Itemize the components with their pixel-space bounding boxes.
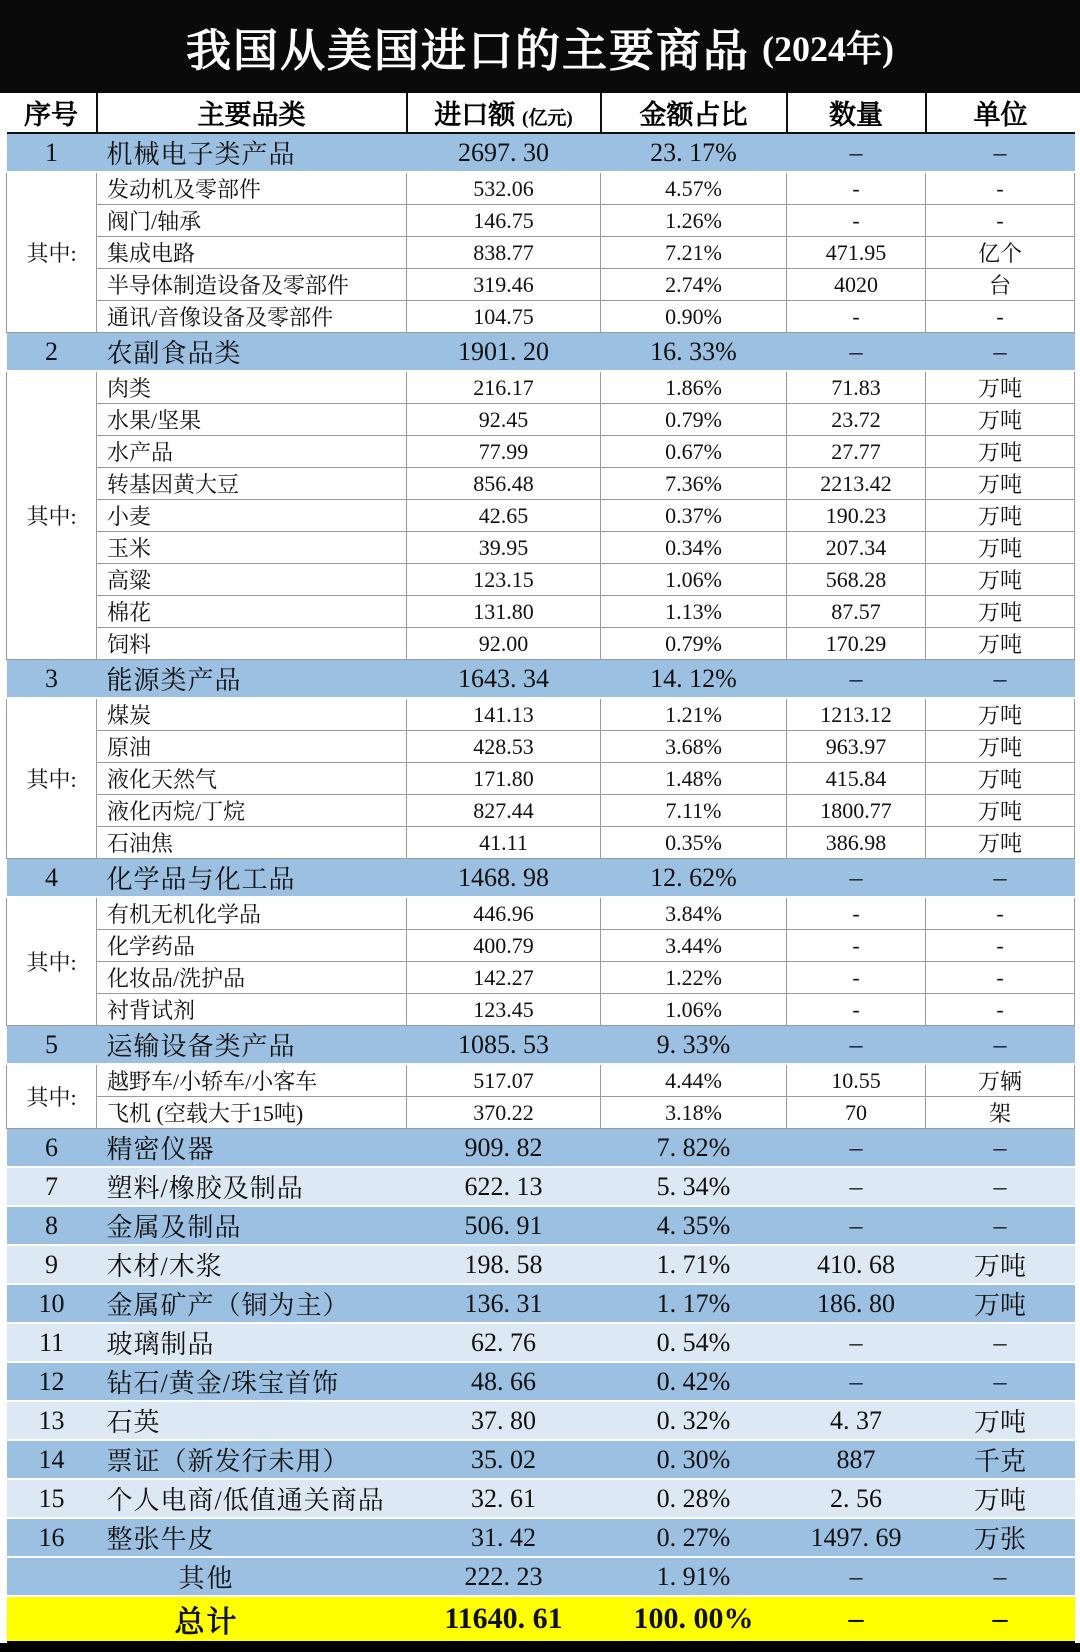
cell-unit: 万吨 [926,500,1075,532]
cell-share: 16. 33% [601,333,787,372]
table-row [7,1479,1075,1518]
cell-category: 液化丙烷/丁烷 [97,795,407,827]
cell-quantity: - [787,994,926,1026]
cell-quantity: - [787,172,926,205]
cell-amount: 222. 23 [407,1557,601,1596]
cell-share: 1.06% [601,994,787,1026]
cell-category: 液化天然气 [97,763,407,795]
cell-category: 飞机 (空载大于15吨) [97,1097,407,1129]
cell-quantity: – [787,1557,926,1596]
cell-category: 肉类 [97,371,407,404]
cell-quantity: 10.55 [787,1064,926,1097]
table-body [7,133,1075,1642]
cell-quantity: - [787,301,926,333]
cell-quantity: 568.28 [787,564,926,596]
cell-quantity: 471.95 [787,237,926,269]
cell-amount: 428.53 [407,731,601,763]
cell-share: 7.36% [601,468,787,500]
cell-quantity: 4020 [787,269,926,301]
cell-share: 3.18% [601,1097,787,1129]
cell-quantity: 71.83 [787,371,926,404]
cell-quantity: 386.98 [787,827,926,859]
cell-amount: 216.17 [407,371,601,404]
section-row [7,1026,1075,1065]
cell-amount: 77.99 [407,436,601,468]
cell-number: 3 [7,660,97,699]
cell-amount: 446.96 [407,897,601,930]
cell-unit: 万吨 [926,698,1075,731]
table-row [7,371,1075,404]
cell-category: 钻石/黄金/珠宝首饰 [97,1362,407,1401]
cell-quantity: 963.97 [787,731,926,763]
cell-unit: 万吨 [926,596,1075,628]
cell-category: 农副食品类 [97,333,407,372]
page-title: 我国从美国进口的主要商品 [186,26,751,76]
cell-category: 煤炭 [97,698,407,731]
cell-amount: 35. 02 [407,1440,601,1479]
cell-quantity: 410. 68 [787,1245,926,1284]
table-row [7,237,1075,269]
cell-category: 棉花 [97,596,407,628]
cell-amount: 48. 66 [407,1362,601,1401]
cell-unit: - [926,994,1075,1026]
cell-amount: 622. 13 [407,1167,601,1206]
cell-unit: - [926,897,1075,930]
col-header-category: 主要品类 [97,93,407,133]
cell-amount: 400.79 [407,930,601,962]
cell-unit: – [926,1362,1075,1401]
group-label-cell: 其中: [7,371,97,660]
table-row [7,795,1075,827]
table-row [7,500,1075,532]
col-header-share: 金额占比 [601,93,787,133]
cell-amount: 838.77 [407,237,601,269]
col-header-quantity: 数量 [787,93,926,133]
cell-share: 0.79% [601,628,787,660]
cell-number: 2 [7,333,97,372]
cell-amount: 1468. 98 [407,859,601,898]
cell-amount: 856.48 [407,468,601,500]
cell-share: 3.44% [601,930,787,962]
table-row [7,596,1075,628]
cell-number: 12 [7,1362,97,1401]
cell-category: 水果/坚果 [97,404,407,436]
cell-category: 其他 [7,1557,407,1596]
table-row [7,468,1075,500]
cell-unit: - [926,172,1075,205]
group-label-cell: 其中: [7,172,97,333]
cell-number: 13 [7,1401,97,1440]
table-row [7,962,1075,994]
cell-category: 木材/木浆 [97,1245,407,1284]
cell-quantity: 4. 37 [787,1401,926,1440]
cell-amount: 41.11 [407,827,601,859]
cell-category: 机械电子类产品 [97,133,407,172]
cell-amount: 1085. 53 [407,1026,601,1065]
table-row [7,1129,1075,1168]
cell-category: 票证（新发行未用） [97,1440,407,1479]
cell-unit: 万吨 [926,628,1075,660]
cell-amount: 141.13 [407,698,601,731]
table-row [7,1167,1075,1206]
cell-number: 16 [7,1518,97,1557]
cell-quantity: 2. 56 [787,1479,926,1518]
col-header-amount-label: 进口额 [434,100,516,130]
cell-category: 整张牛皮 [97,1518,407,1557]
table-row [7,436,1075,468]
cell-amount: 39.95 [407,532,601,564]
cell-category: 金属矿产（铜为主） [97,1284,407,1323]
cell-unit: 万吨 [926,564,1075,596]
cell-unit: – [926,133,1075,172]
cell-category: 有机无机化学品 [97,897,407,930]
table-row [7,1557,1075,1596]
table-row [7,731,1075,763]
imports-table [6,93,1075,1643]
cell-share: 0.79% [601,404,787,436]
table-header [7,93,1075,133]
table-row [7,1362,1075,1401]
cell-quantity: 190.23 [787,500,926,532]
cell-unit: 万吨 [926,436,1075,468]
table-wrap [0,93,1080,1643]
cell-unit: – [926,660,1075,699]
total-row [7,1596,1075,1642]
cell-quantity: 1497. 69 [787,1518,926,1557]
cell-share: 12. 62% [601,859,787,898]
cell-quantity: - [787,205,926,237]
cell-share: 1.06% [601,564,787,596]
cell-unit: – [926,1026,1075,1065]
cell-category: 越野车/小轿车/小客车 [97,1064,407,1097]
table-row [7,1284,1075,1323]
cell-category: 个人电商/低值通关商品 [97,1479,407,1518]
cell-share: 0.90% [601,301,787,333]
cell-category: 小麦 [97,500,407,532]
table-row [7,1206,1075,1245]
table-row [7,172,1075,205]
group-label-cell: 其中: [7,897,97,1026]
cell-share: 0. 27% [601,1518,787,1557]
cell-share: 9. 33% [601,1026,787,1065]
cell-category: 运输设备类产品 [97,1026,407,1065]
cell-share: 1. 71% [601,1245,787,1284]
table-row [7,269,1075,301]
cell-quantity: – [787,1129,926,1168]
cell-unit: 万吨 [926,763,1075,795]
cell-unit: 万吨 [926,404,1075,436]
cell-unit: - [926,930,1075,962]
cell-unit: 万吨 [926,468,1075,500]
cell-unit: - [926,205,1075,237]
cell-quantity: - [787,930,926,962]
cell-share: 1.21% [601,698,787,731]
cell-category: 阀门/轴承 [97,205,407,237]
cell-quantity: 1213.12 [787,698,926,731]
cell-category: 精密仪器 [97,1129,407,1168]
cell-unit: 万吨 [926,532,1075,564]
cell-quantity: 415.84 [787,763,926,795]
cell-share: 0. 42% [601,1362,787,1401]
cell-share: 7. 82% [601,1129,787,1168]
cell-unit: 万吨 [926,1401,1075,1440]
group-label-cell: 其中: [7,698,97,859]
cell-quantity: – [787,1323,926,1362]
cell-category: 石油焦 [97,827,407,859]
cell-category: 化学品与化工品 [97,859,407,898]
cell-amount: 506. 91 [407,1206,601,1245]
cell-quantity: 2213.42 [787,468,926,500]
table-row [7,1097,1075,1129]
cell-amount: 370.22 [407,1097,601,1129]
cell-number: 1 [7,133,97,172]
cell-unit: 亿个 [926,237,1075,269]
cell-quantity: – [787,1206,926,1245]
cell-share: 0. 30% [601,1440,787,1479]
cell-category: 高粱 [97,564,407,596]
cell-amount: 319.46 [407,269,601,301]
page-title-year: (2024年) [762,29,894,69]
cell-category: 总计 [7,1596,407,1642]
cell-share: 4.44% [601,1064,787,1097]
cell-share: 1.26% [601,205,787,237]
cell-number: 9 [7,1245,97,1284]
cell-amount: 131.80 [407,596,601,628]
cell-amount: 62. 76 [407,1323,601,1362]
cell-amount: 198. 58 [407,1245,601,1284]
cell-amount: 1643. 34 [407,660,601,699]
cell-unit: 万吨 [926,1479,1075,1518]
table-row [7,1401,1075,1440]
cell-unit: 千克 [926,1440,1075,1479]
cell-category: 玻璃制品 [97,1323,407,1362]
cell-quantity: 887 [787,1440,926,1479]
cell-amount: 37. 80 [407,1401,601,1440]
cell-share: 1.22% [601,962,787,994]
cell-amount: 171.80 [407,763,601,795]
cell-quantity: 70 [787,1097,926,1129]
cell-unit: 万吨 [926,795,1075,827]
cell-category: 能源类产品 [97,660,407,699]
cell-unit: – [926,333,1075,372]
cell-category: 集成电路 [97,237,407,269]
cell-share: 3.68% [601,731,787,763]
cell-share: 0. 28% [601,1479,787,1518]
cell-share: 2.74% [601,269,787,301]
cell-share: 1. 17% [601,1284,787,1323]
section-row [7,660,1075,699]
cell-quantity: - [787,962,926,994]
cell-unit: 万吨 [926,827,1075,859]
cell-amount: 31. 42 [407,1518,601,1557]
cell-unit: – [926,1206,1075,1245]
cell-amount: 909. 82 [407,1129,601,1168]
bottom-bar [0,1643,1080,1652]
section-row [7,133,1075,172]
cell-share: 1.86% [601,371,787,404]
cell-share: 0.34% [601,532,787,564]
cell-unit: 台 [926,269,1075,301]
table-row [7,897,1075,930]
table-row [7,564,1075,596]
cell-share: 0. 54% [601,1323,787,1362]
cell-quantity: – [787,1167,926,1206]
table-row [7,1323,1075,1362]
cell-category: 通讯/音像设备及零部件 [97,301,407,333]
cell-unit: – [926,1596,1075,1642]
cell-amount: 827.44 [407,795,601,827]
table-row [7,1245,1075,1284]
cell-quantity: - [787,897,926,930]
cell-quantity: 186. 80 [787,1284,926,1323]
cell-share: 0.67% [601,436,787,468]
cell-share: 0.37% [601,500,787,532]
cell-number: 6 [7,1129,97,1168]
cell-amount: 104.75 [407,301,601,333]
section-row [7,333,1075,372]
cell-amount: 123.15 [407,564,601,596]
cell-quantity: 170.29 [787,628,926,660]
cell-share: 7.11% [601,795,787,827]
cell-share: 0. 32% [601,1401,787,1440]
cell-category: 玉米 [97,532,407,564]
cell-quantity: – [787,1026,926,1065]
cell-unit: 万吨 [926,371,1075,404]
cell-share: 1.48% [601,763,787,795]
cell-unit: 架 [926,1097,1075,1129]
cell-category: 饲料 [97,628,407,660]
cell-quantity: 1800.77 [787,795,926,827]
cell-number: 8 [7,1206,97,1245]
cell-share: 0.35% [601,827,787,859]
cell-share: 3.84% [601,897,787,930]
cell-number: 5 [7,1026,97,1065]
title-bar [0,0,1080,93]
section-row [7,859,1075,898]
table-row [7,532,1075,564]
table-row [7,827,1075,859]
table-row [7,698,1075,731]
cell-share: 4. 35% [601,1206,787,1245]
table-row [7,763,1075,795]
table-row [7,404,1075,436]
table-row [7,930,1075,962]
cell-amount: 2697. 30 [407,133,601,172]
cell-unit: 万吨 [926,1245,1075,1284]
cell-amount: 1901. 20 [407,333,601,372]
cell-number: 15 [7,1479,97,1518]
cell-number: 11 [7,1323,97,1362]
cell-category: 石英 [97,1401,407,1440]
cell-amount: 92.00 [407,628,601,660]
cell-quantity: – [787,1362,926,1401]
cell-unit: – [926,1323,1075,1362]
cell-unit: 万张 [926,1518,1075,1557]
table-row [7,301,1075,333]
cell-category: 金属及制品 [97,1206,407,1245]
cell-number: 7 [7,1167,97,1206]
cell-quantity: – [787,660,926,699]
cell-share: 1.13% [601,596,787,628]
cell-category: 塑料/橡胶及制品 [97,1167,407,1206]
cell-unit: - [926,962,1075,994]
table-row [7,1064,1075,1097]
cell-amount: 42.65 [407,500,601,532]
cell-amount: 146.75 [407,205,601,237]
table-row [7,205,1075,237]
cell-quantity: 87.57 [787,596,926,628]
cell-unit: – [926,1557,1075,1596]
cell-unit: 万辆 [926,1064,1075,1097]
cell-share: 5. 34% [601,1167,787,1206]
cell-category: 化学药品 [97,930,407,962]
cell-unit: – [926,859,1075,898]
cell-amount: 32. 61 [407,1479,601,1518]
cell-quantity: – [787,333,926,372]
cell-unit: – [926,1167,1075,1206]
cell-category: 衬背试剂 [97,994,407,1026]
cell-amount: 532.06 [407,172,601,205]
cell-category: 转基因黄大豆 [97,468,407,500]
table-row [7,628,1075,660]
cell-unit: - [926,301,1075,333]
cell-unit: 万吨 [926,1284,1075,1323]
cell-category: 发动机及零部件 [97,172,407,205]
cell-quantity: – [787,1596,926,1642]
cell-unit: – [926,1129,1075,1168]
cell-share: 4.57% [601,172,787,205]
cell-number: 10 [7,1284,97,1323]
cell-number: 4 [7,859,97,898]
header-row [7,93,1075,133]
col-header-amount [407,93,601,133]
cell-quantity: 27.77 [787,436,926,468]
cell-share: 14. 12% [601,660,787,699]
cell-amount: 123.45 [407,994,601,1026]
cell-category: 化妆品/洗护品 [97,962,407,994]
cell-share: 100. 00% [601,1596,787,1642]
cell-category: 半导体制造设备及零部件 [97,269,407,301]
table-row [7,1440,1075,1479]
col-header-no: 序号 [7,93,97,133]
cell-category: 原油 [97,731,407,763]
col-header-amount-unit: (亿元) [522,108,573,129]
group-label-cell: 其中: [7,1064,97,1129]
cell-share: 7.21% [601,237,787,269]
cell-amount: 11640. 61 [407,1596,601,1642]
cell-amount: 136. 31 [407,1284,601,1323]
table-row [7,1518,1075,1557]
cell-unit: 万吨 [926,731,1075,763]
cell-share: 1. 91% [601,1557,787,1596]
cell-category: 水产品 [97,436,407,468]
cell-quantity: – [787,133,926,172]
cell-amount: 517.07 [407,1064,601,1097]
cell-amount: 142.27 [407,962,601,994]
cell-amount: 92.45 [407,404,601,436]
cell-quantity: 207.34 [787,532,926,564]
cell-quantity: – [787,859,926,898]
col-header-unit: 单位 [926,93,1075,133]
cell-number: 14 [7,1440,97,1479]
table-row [7,994,1075,1026]
cell-quantity: 23.72 [787,404,926,436]
cell-share: 23. 17% [601,133,787,172]
